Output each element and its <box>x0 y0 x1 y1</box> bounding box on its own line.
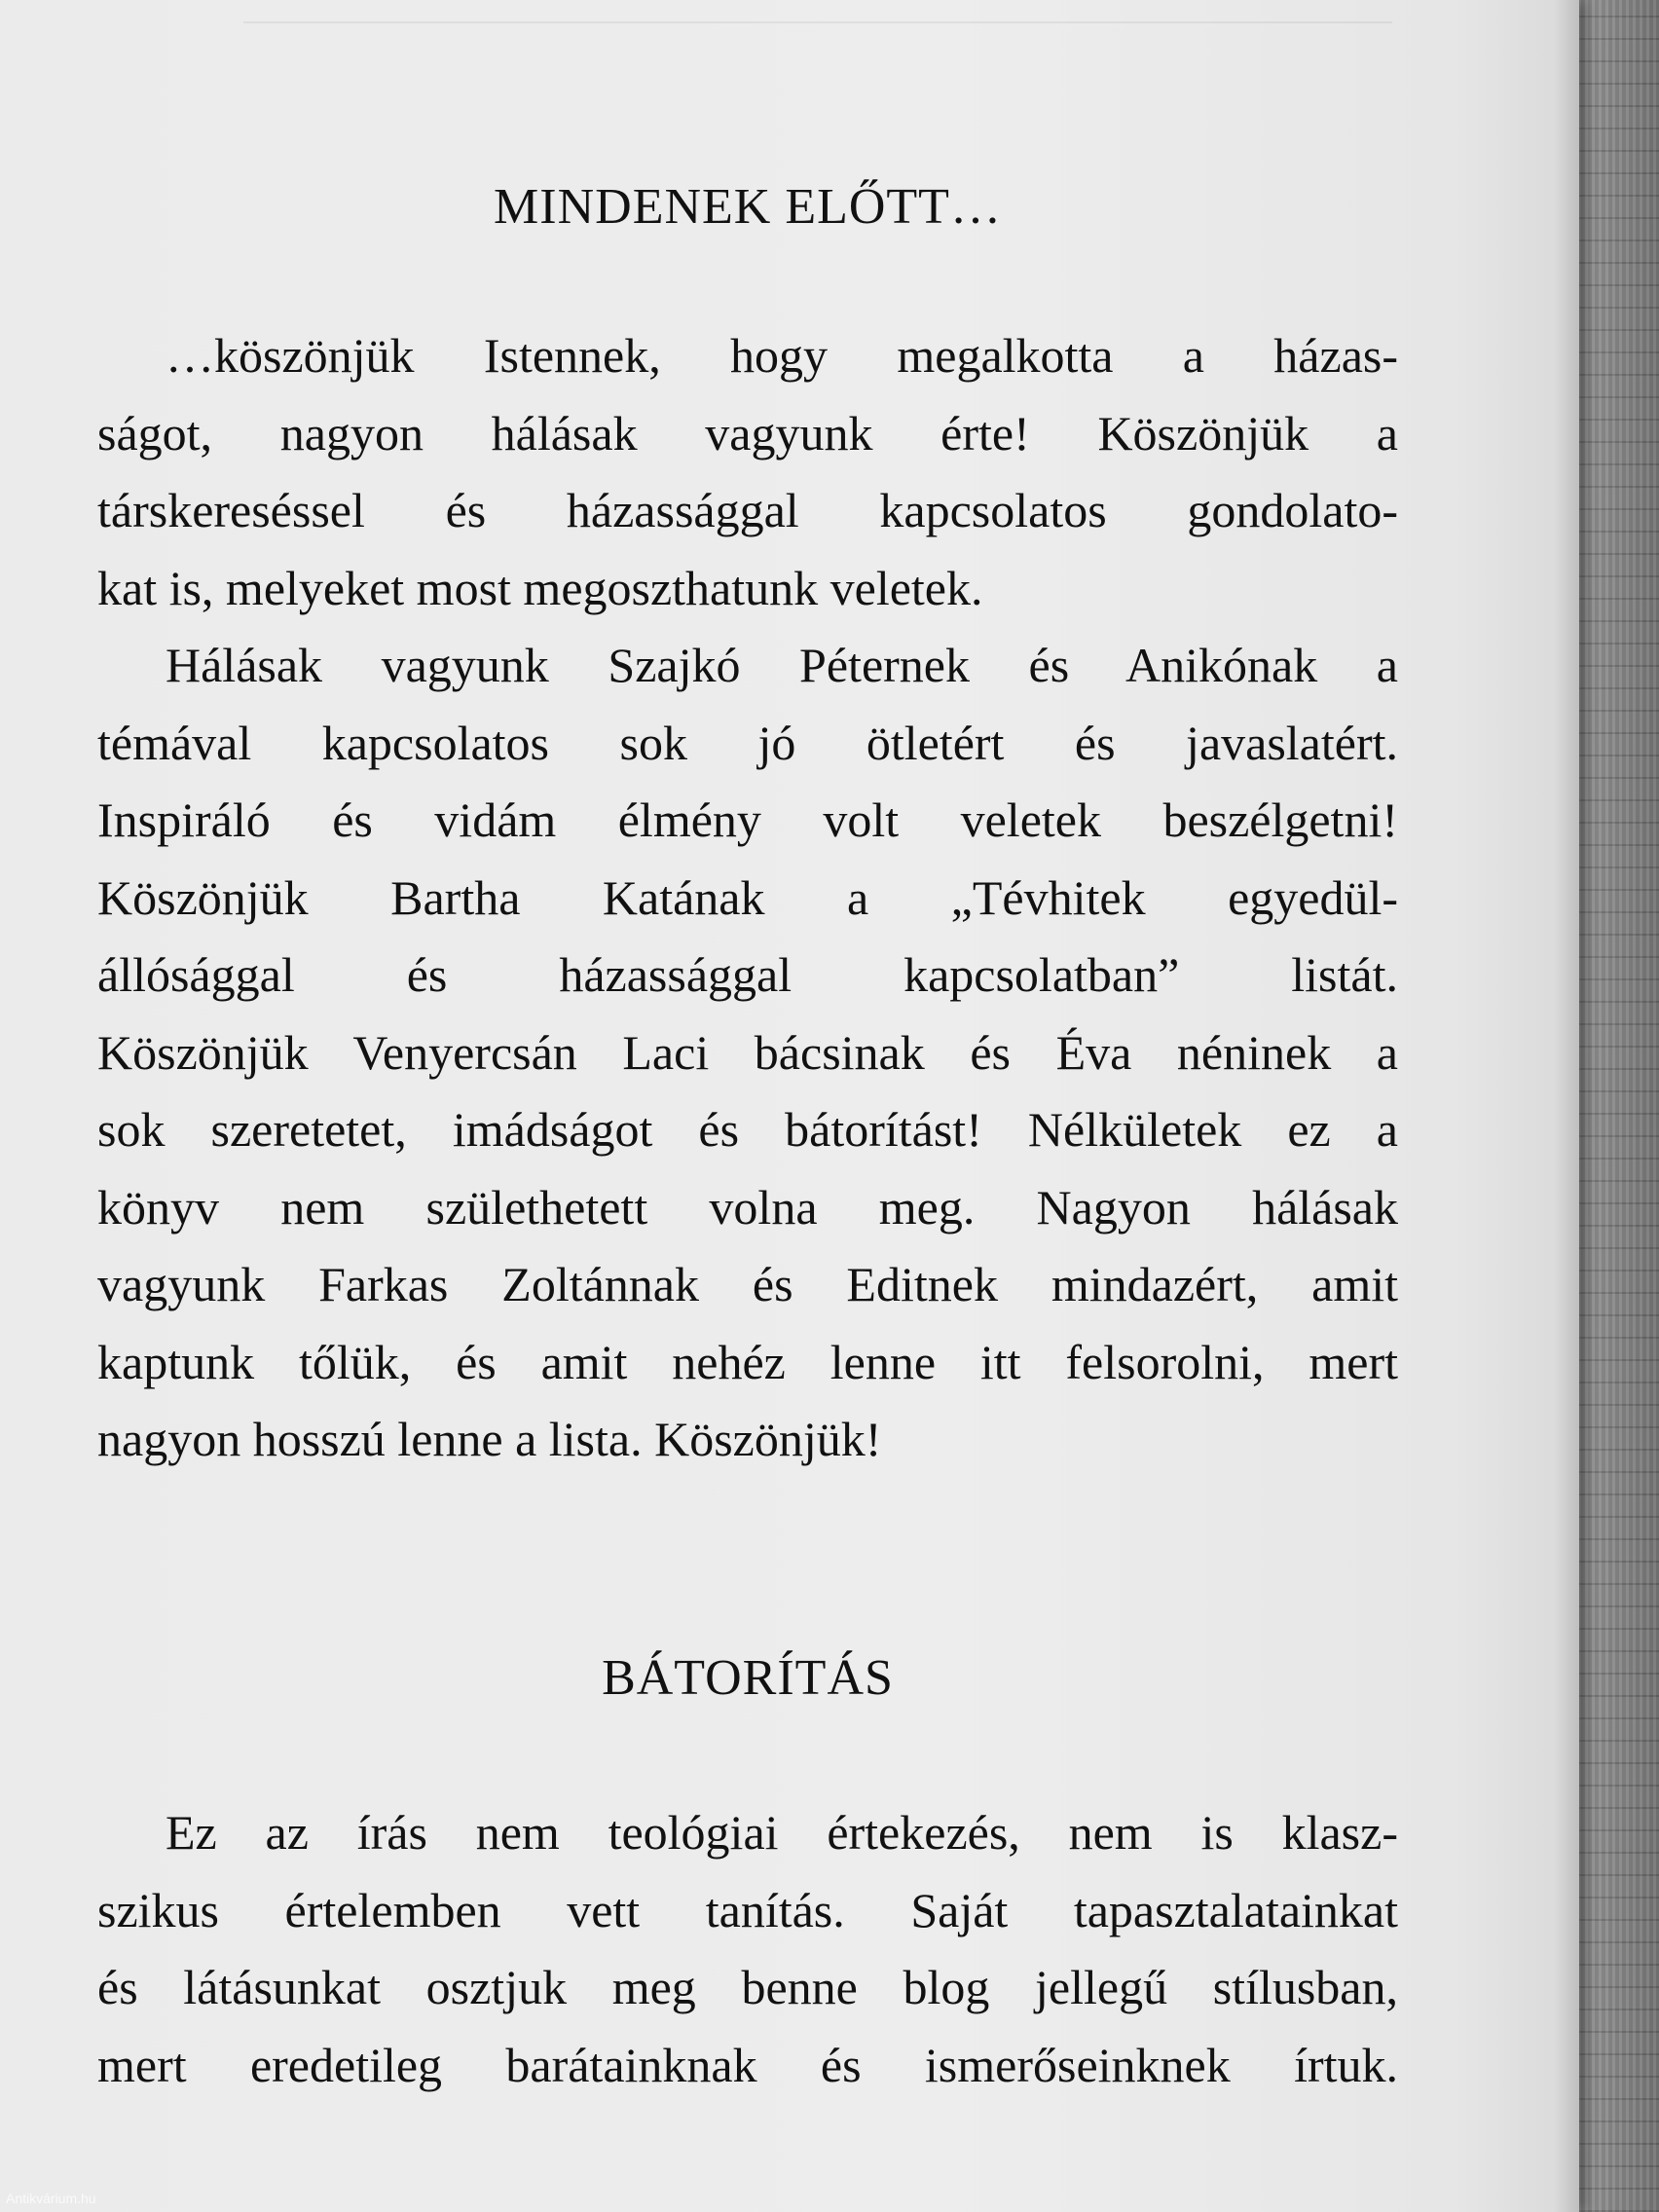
paragraph-line: ságot, nagyon hálásak vagyunk érte! Köszönjük a <box>97 405 1398 461</box>
paragraph-line: kaptunk tőlük, és amit nehéz lenne itt felsorolni, mert <box>97 1334 1398 1389</box>
watermark-text: Antikvárium.hu <box>6 2191 96 2206</box>
paragraph-line: sok szeretetet, imádságot és bátorítást! Nélkületek ez a <box>97 1102 1398 1157</box>
paragraph-line: Köszönjük Bartha Katának a „Tévhitek egyedül- <box>97 869 1398 925</box>
paragraph-line: társkereséssel és házassággal kapcsolatos gondolato- <box>97 483 1398 537</box>
paragraph-line: Köszönjük Venyercsán Laci bácsinak és Éva néninek a <box>97 1024 1398 1080</box>
section-acknowledgements <box>97 317 1398 1479</box>
heading-batoritas: BÁTORÍTÁS <box>602 1650 894 1706</box>
paragraph-line: állósággal és házassággal kapcsolatban” listát. <box>97 947 1398 1002</box>
paragraph-line: Inspiráló és vidám élmény volt veletek beszélgetni! <box>97 793 1398 847</box>
heading-mindenek-elott: MINDENEK ELŐTT… <box>494 179 1002 235</box>
section-encouragement <box>97 1794 1398 2104</box>
paragraph-line: Hálásak vagyunk Szajkó Péternek és Anikónak a <box>166 638 1398 692</box>
paragraph-line: …köszönjük Istennek, hogy megalkotta a házas- <box>166 328 1398 383</box>
paragraph-line: és látásunkat osztjuk meg benne blog jellegű stílusban, <box>97 1960 1398 2014</box>
paragraph-line: kat is, melyeket most megoszthatunk veletek. <box>97 560 983 615</box>
page-edge-shadow <box>1554 0 1579 2212</box>
paragraph-line: könyv nem születhetett volna meg. Nagyon hálásak <box>97 1179 1398 1235</box>
paragraph-line: Ez az írás nem teológiai értekezés, nem is klasz- <box>166 1805 1398 1860</box>
paragraph-line: szikus értelemben vett tanítás. Saját tapasztalatainkat <box>97 1882 1398 1937</box>
page-top-rule <box>243 21 1392 23</box>
paragraph-line: vagyunk Farkas Zoltánnak és Editnek mindazért, amit <box>97 1257 1398 1311</box>
paragraph-line: mert eredetileg barátainknak és ismerőseinknek írtuk. <box>97 2037 1398 2092</box>
paragraph-line: nagyon hosszú lenne a lista. Köszönjük! <box>97 1412 882 1466</box>
paragraph-line: témával kapcsolatos sok jó ötletért és javaslatért. <box>97 715 1398 770</box>
